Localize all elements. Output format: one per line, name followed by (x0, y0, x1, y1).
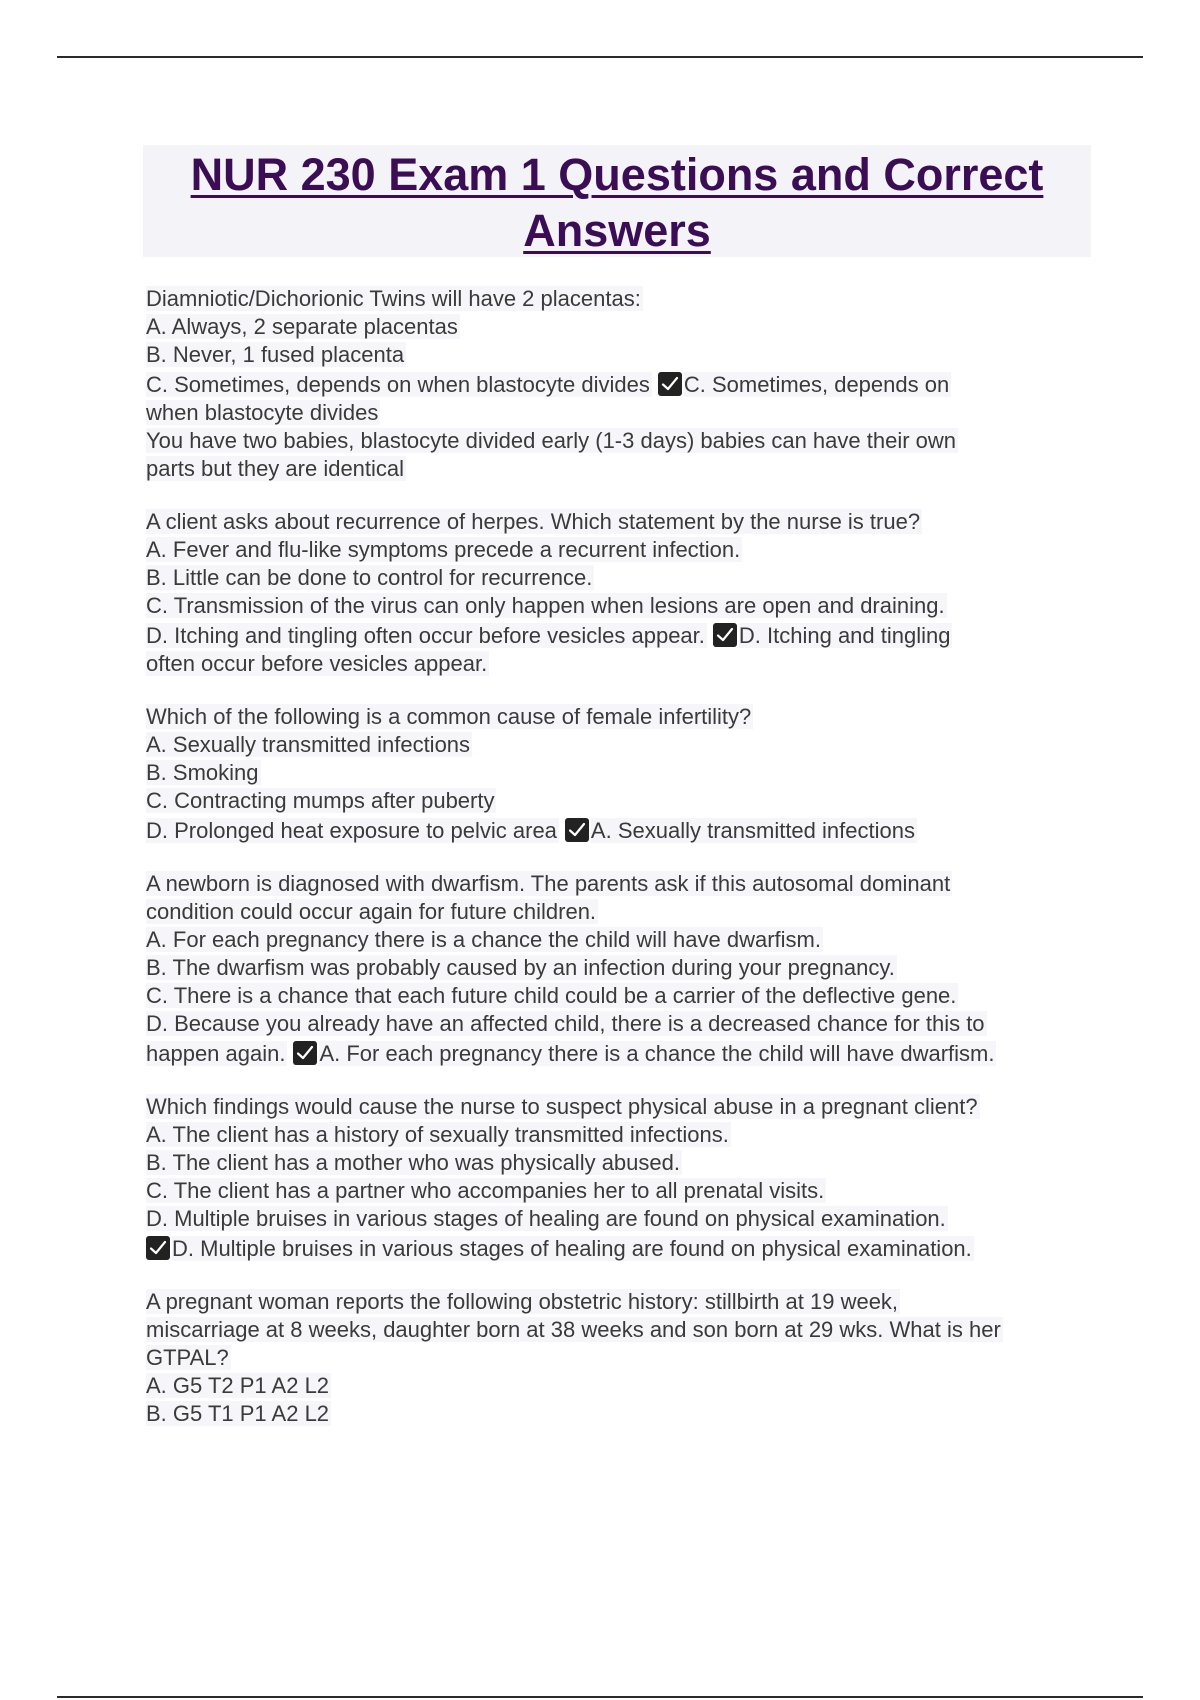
option: happen again. (146, 1041, 286, 1066)
question-prompt: A pregnant woman reports the following obstetric history: stillbirth at 19 week, (146, 1289, 899, 1314)
checkmark-icon (293, 1041, 317, 1065)
question-prompt: A client asks about recurrence of herpes. Which statement by the nurse is true? (146, 509, 921, 534)
question-prompt: condition could occur again for future children. (146, 899, 597, 924)
question-prompt: GTPAL? (146, 1345, 229, 1370)
correct-answer-continued: when blastocyte divides (146, 400, 379, 425)
checkmark-icon (713, 623, 737, 647)
question-prompt: A newborn is diagnosed with dwarfism. The parents ask if this autosomal dominant (146, 871, 951, 896)
option: B. Smoking (146, 760, 259, 785)
correct-answer-continued: often occur before vesicles appear. (146, 651, 488, 676)
question-2 (146, 508, 1091, 678)
correct-answer: A. Sexually transmitted infections (590, 818, 915, 843)
option: B. The client has a mother who was physically abused. (146, 1150, 680, 1175)
option: C. Sometimes, depends on when blastocyte divides (146, 372, 650, 397)
question-6 (146, 1288, 1091, 1428)
option: A. For each pregnancy there is a chance the child will have dwarfism. (146, 927, 821, 952)
option: A. Sexually transmitted infections (146, 732, 471, 757)
option: B. Never, 1 fused placenta (146, 342, 405, 367)
rationale: parts but they are identical (146, 456, 405, 481)
footer-rule (57, 1696, 1143, 1698)
correct-answer: A. For each pregnancy there is a chance the child will have dwarfism. (319, 1041, 995, 1066)
question-1 (146, 285, 1091, 483)
option: A. Always, 2 separate placentas (146, 314, 458, 339)
question-prompt: miscarriage at 8 weeks, daughter born at 38 weeks and son born at 29 wks. What is her (146, 1317, 1001, 1342)
option: D. Because you already have an affected child, there is a decreased chance for this to (146, 1011, 985, 1036)
question-4 (146, 870, 1091, 1068)
option: D. Prolonged heat exposure to pelvic area (146, 818, 557, 843)
option: C. The client has a partner who accompanies her to all prenatal visits. (146, 1178, 825, 1203)
option: B. The dwarfism was probably caused by an infection during your pregnancy. (146, 955, 895, 980)
option: D. Itching and tingling often occur before vesicles appear. (146, 623, 705, 648)
option: C. There is a chance that each future child could be a carrier of the deflective gene. (146, 983, 957, 1008)
correct-answer: D. Multiple bruises in various stages of healing are found on physical examination. (172, 1236, 972, 1261)
header-rule (57, 56, 1143, 58)
question-prompt: Diamniotic/Dichorionic Twins will have 2 placentas: (146, 286, 641, 311)
option: A. G5 T2 P1 A2 L2 (146, 1373, 330, 1398)
question-prompt: Which of the following is a common cause of female infertility? (146, 704, 752, 729)
option: C. Contracting mumps after puberty (146, 788, 495, 813)
option: A. The client has a history of sexually transmitted infections. (146, 1122, 729, 1147)
checkmark-icon (658, 372, 682, 396)
option: B. G5 T1 P1 A2 L2 (146, 1401, 330, 1426)
question-5 (146, 1093, 1091, 1263)
page-title: NUR 230 Exam 1 Questions and Correct Answers (190, 149, 1044, 256)
question-prompt: Which findings would cause the nurse to suspect physical abuse in a pregnant client? (146, 1094, 978, 1119)
checkmark-icon (565, 818, 589, 842)
question-3 (146, 703, 1091, 845)
correct-answer: D. Itching and tingling (738, 623, 951, 648)
checkmark-icon (146, 1236, 170, 1260)
question-list (146, 285, 1091, 1453)
correct-answer: C. Sometimes, depends on (683, 372, 950, 397)
option: C. Transmission of the virus can only happen when lesions are open and draining. (146, 593, 945, 618)
title-banner (143, 145, 1091, 257)
option: A. Fever and flu-like symptoms precede a recurrent infection. (146, 537, 741, 562)
option: D. Multiple bruises in various stages of healing are found on physical examination. (146, 1206, 946, 1231)
option: B. Little can be done to control for recurrence. (146, 565, 593, 590)
rationale: You have two babies, blastocyte divided early (1-3 days) babies can have their own (146, 428, 957, 453)
